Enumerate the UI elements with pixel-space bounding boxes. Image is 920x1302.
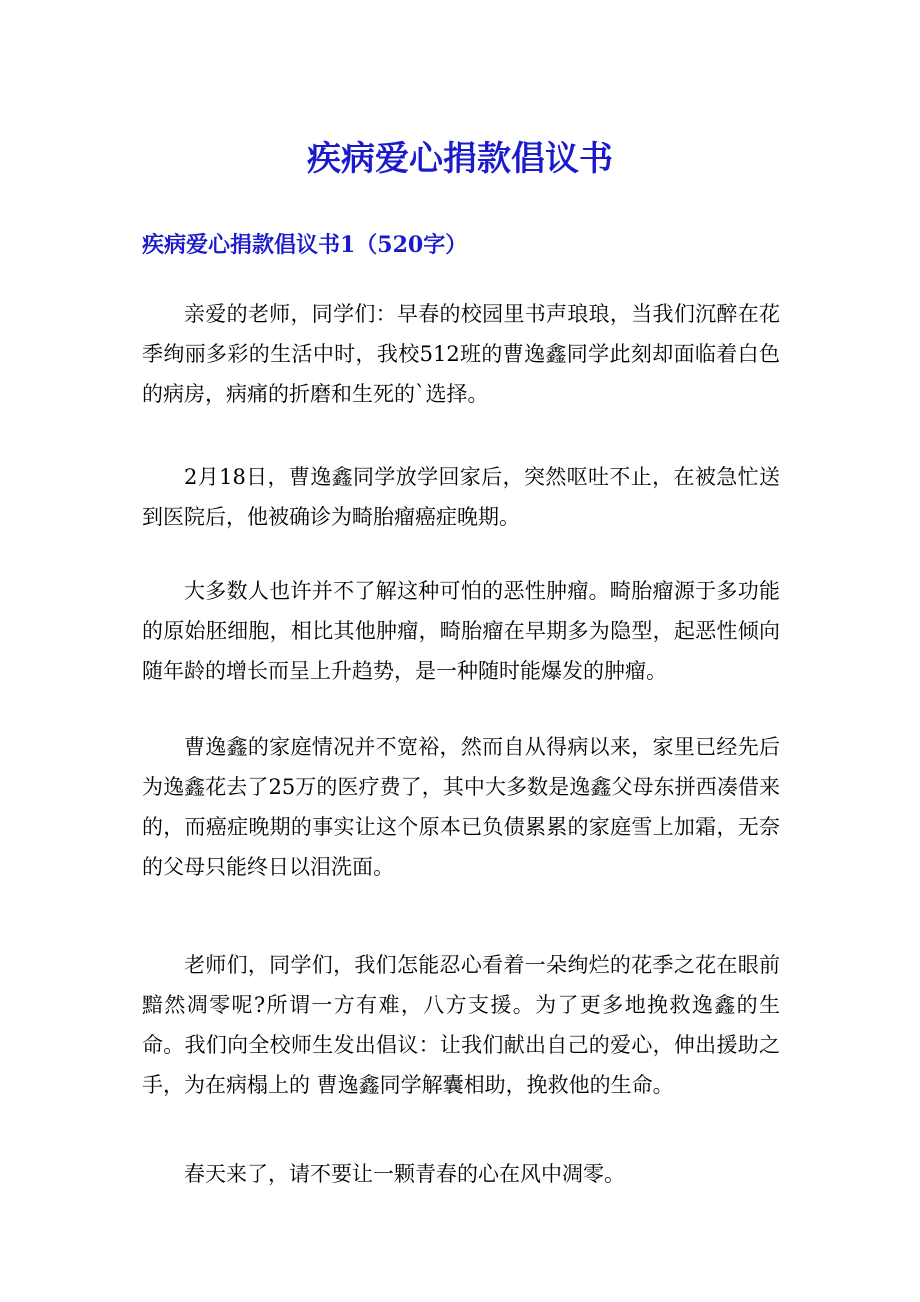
paragraph: 曹逸鑫的家庭情况并不宽裕，然而自从得病以来，家里已经先后为逸鑫花去了25万的医疗费了，其中大多数是逸鑫父母东拼西凑借来的，而癌症晚期的事实让这个原本已负债累累的家庭雪上加霜，无奈的父母只能终日以泪洗面。 [142, 735, 780, 879]
paragraph: 春天来了，请不要让一颗青春的心在风中凋零。 [184, 1162, 625, 1186]
paragraph: 2月18日，曹逸鑫同学放学回家后，突然呕吐不止，在被急忙送到医院后，他被确诊为畸胎瘤癌症晚期。 [142, 465, 780, 529]
paragraph: 大多数人也许并不了解这种可怕的恶性肿瘤。畸胎瘤源于多功能的原始胚细胞，相比其他肿瘤，畸胎瘤在早期多为隐型，起恶性倾向随年龄的增长而呈上升趋势，是一种随时能爆发的肿瘤。 [142, 579, 780, 683]
paragraph: 亲爱的老师，同学们：早春的校园里书声琅琅，当我们沉醉在花季绚丽多彩的生活中时，我校512班的曹逸鑫同学此刻却面临着白色的病房，病痛的折磨和生死的`选择。 [142, 302, 780, 406]
paragraph: 老师们，同学们，我们怎能忍心看着一朵绚烂的花季之花在眼前黯然凋零呢?所谓一方有难，八方支援。为了更多地挽救逸鑫的生命。我们向全校师生发出倡议：让我们献出自己的爱心，伸出援助之手，为在病榻上的 曹逸鑫同学解囊相助，挽救他的生命。 [142, 953, 780, 1097]
page-title: 疾病爱心捐款倡议书 [307, 139, 613, 179]
section-heading: 疾病爱心捐款倡议书1（520字） [142, 232, 468, 258]
